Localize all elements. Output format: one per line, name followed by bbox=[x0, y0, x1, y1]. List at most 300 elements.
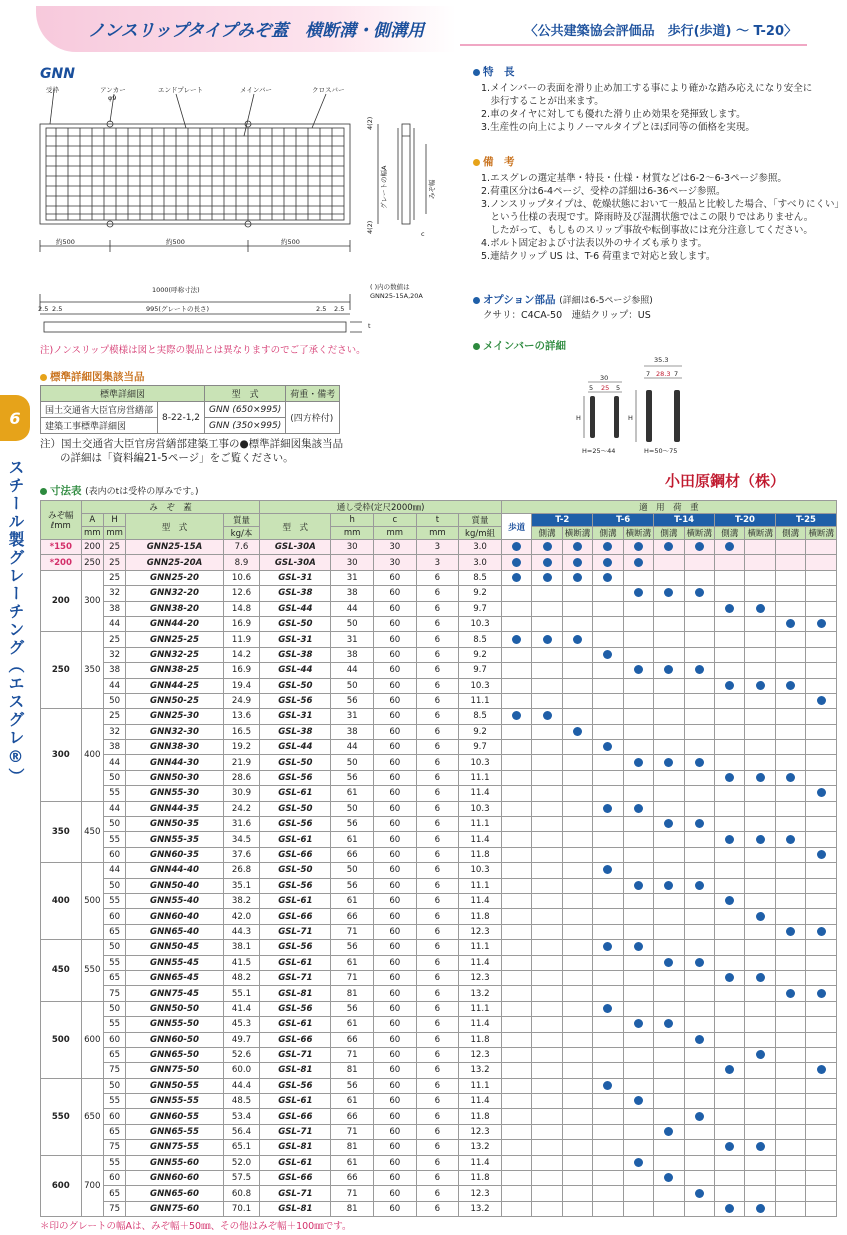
load-cell bbox=[715, 1109, 745, 1124]
table-row bbox=[41, 924, 837, 939]
mb-283: 28.3 bbox=[656, 370, 671, 378]
load-cell bbox=[623, 1001, 653, 1016]
load-cell bbox=[775, 1017, 805, 1032]
load-cell bbox=[684, 986, 714, 1001]
table-cell: 11.4 bbox=[459, 1155, 502, 1170]
load-cell bbox=[501, 1017, 531, 1032]
table-cell: 6 bbox=[416, 693, 459, 708]
load-cell bbox=[532, 1047, 562, 1062]
load-cell bbox=[501, 1171, 531, 1186]
applicable-dot-icon bbox=[634, 881, 643, 890]
load-cell bbox=[562, 970, 592, 985]
load-cell bbox=[562, 909, 592, 924]
load-cell bbox=[562, 755, 592, 770]
load-cell bbox=[745, 940, 775, 955]
table-cell: 6 bbox=[416, 570, 459, 585]
load-cell bbox=[623, 1171, 653, 1186]
load-cell bbox=[593, 693, 623, 708]
load-cell bbox=[623, 847, 653, 862]
applicable-dot-icon bbox=[725, 1142, 734, 1151]
applicable-dot-icon bbox=[512, 635, 521, 644]
mb-5b: 5 bbox=[616, 384, 621, 392]
table-cell: GSL-61 bbox=[260, 893, 331, 908]
table-row bbox=[41, 1140, 837, 1155]
table-cell: 60 bbox=[373, 1171, 416, 1186]
table-cell: 8.9 bbox=[223, 555, 260, 570]
table-cell: 34.5 bbox=[223, 832, 260, 847]
dimension-table: みぞ幅 ℓmm み ぞ 蓋 通し受枠(定尺2000㎜) 適 用 荷 重 A H 型 式 質量 型 式 h c t 質量 歩道 T-2 T-6 T-14 T-20 T-25 mm mm kg/本 mm mm mm kg/m組 側溝 横断溝 側溝 横断溝 側溝 横断溝 側溝 横断溝 側溝 横断溝 *150 200 25 GNN25-15A 7.6 GSL-30A 30 30 3 3.0 *200 250 25 GNN25-20A 8.9 GSL-30A 30 30 3 3.0 200 300 25 GNN25-20 10.6 GSL-31 31 60 6 8.5 32 GNN32-20 12.6 GSL-38 38 60 6 9.2 38 GNN38-20 14.8 GSL-44 44 60 6 9.7 44 GNN44-20 16.9 GSL-50 50 60 6 10.3 250 350 25 GNN25-25 11.9 GSL-31 31 60 6 8.5 32 GNN32-25 14.2 GSL-38 38 60 6 9.2 38 GNN38-25 16.9 GSL-44 44 60 6 9.7 44 GNN44-25 19.4 GSL-50 50 60 6 10.3 50 GNN50-25 24.9 GSL-56 56 60 6 11.1 300 400 25 GNN25-30 13.6 GSL-31 31 60 6 8.5 32 GNN32-30 16.5 GSL-38 38 60 6 9.2 38 GNN38-30 19.2 GSL-44 44 60 6 9.7 44 GNN44-30 21.9 GSL-50 50 60 6 10.3 50 GNN50-30 28.6 GSL-56 56 60 6 11.1 55 GNN55-30 30.9 GSL-61 61 60 6 11.4 350 450 44 GNN44-35 24.2 GSL-50 50 60 6 10.3 50 GNN50-35 31.6 GSL-56 56 60 6 11.1 55 GNN55-35 34.5 GSL-61 61 60 6 11.4 60 GNN60-35 37.6 GSL-66 66 60 6 11.8 400 500 44 GNN44-40 26.8 GSL-50 50 60 6 10.3 50 GNN50-40 35.1 GSL-56 56 60 6 11.1 55 GNN55-40 38.2 GSL-61 61 60 6 11.4 60 GNN60-40 42.0 GSL-66 66 60 6 11.8 65 GNN65-40 44.3 GSL-71 71 60 6 12.3 450 550 50 GNN50-45 38.1 GSL-56 56 60 6 11.1 55 GNN55-45 41.5 GSL-61 61 60 6 11.4 65 GNN65-45 48.2 GSL-71 71 60 6 12.3 75 GNN75-45 55.1 GSL-81 81 60 6 13.2 500 600 50 GNN50-50 41.4 GSL-56 56 60 6 11.1 55 GNN55-50 45.3 GSL-61 61 60 6 11.4 60 GNN60-50 49.7 GSL-66 66 60 6 11.8 65 GNN65-50 52.6 GSL-71 71 60 6 12.3 75 GNN75-50 60.0 GSL-81 81 60 6 13.2 550 650 50 GNN50-55 44.4 GSL-56 56 60 6 11.1 55 GNN55-55 48.5 GSL-61 61 60 6 11.4 60 GNN60-55 53.4 GSL-66 66 60 6 11.8 65 GNN65-55 56.4 GSL-71 71 60 6 12.3 75 GNN75-55 65.1 GSL-81 81 60 6 13.2 600 700 55 GNN55-60 52.0 GSL-61 61 60 6 11.4 60 GNN60-60 57.5 GSL-66 66 60 6 11.8 65 GNN65-60 60.8 GSL-71 71 60 6 12.3 75 GNN75-60 70.1 GSL-81 81 60 6 13.2 bbox=[40, 500, 837, 1217]
load-cell bbox=[654, 847, 684, 862]
load-cell bbox=[806, 663, 837, 678]
load-cell bbox=[623, 1032, 653, 1047]
load-cell bbox=[684, 755, 714, 770]
load-cell bbox=[684, 940, 714, 955]
dl-42b: 4(2) bbox=[366, 220, 374, 234]
load-cell bbox=[715, 832, 745, 847]
table-cell: 65 bbox=[103, 1186, 125, 1201]
load-cell bbox=[684, 586, 714, 601]
load-cell bbox=[501, 555, 531, 570]
table-cell: GSL-66 bbox=[260, 847, 331, 862]
load-cell bbox=[654, 724, 684, 739]
load-cell bbox=[806, 693, 837, 708]
applicable-dot-icon bbox=[664, 958, 673, 967]
load-cell bbox=[623, 863, 653, 878]
load-cell bbox=[806, 1017, 837, 1032]
applicable-dot-icon bbox=[543, 542, 552, 551]
table-cell: 26.8 bbox=[223, 863, 260, 878]
table-cell: 55 bbox=[103, 786, 125, 801]
load-cell bbox=[532, 955, 562, 970]
applicable-dot-icon bbox=[725, 973, 734, 982]
load-cell bbox=[501, 1094, 531, 1109]
dims-title: 寸法表 (表内のtは受枠の厚みです。) bbox=[40, 483, 199, 498]
load-cell bbox=[775, 693, 805, 708]
load-cell bbox=[745, 878, 775, 893]
table-cell: 6 bbox=[416, 1094, 459, 1109]
grating-drawing bbox=[36, 84, 436, 344]
load-cell bbox=[684, 801, 714, 816]
load-cell bbox=[806, 801, 837, 816]
table-cell: GNN50-25 bbox=[126, 693, 223, 708]
applicable-dot-icon bbox=[756, 773, 765, 782]
load-cell bbox=[593, 924, 623, 939]
load-cell bbox=[654, 770, 684, 785]
load-cell bbox=[562, 817, 592, 832]
applicable-dot-icon bbox=[756, 835, 765, 844]
load-cell bbox=[532, 1201, 562, 1216]
load-cell bbox=[775, 847, 805, 862]
table-cell: 44 bbox=[103, 678, 125, 693]
standard-table: 標準詳細図 型 式 荷重・備考 国土交通省大臣官房営繕部 8-22-1,2 GNN (650×995) (四方枠付) 建築工事標準詳細図 GNN (350×995) bbox=[40, 385, 340, 434]
table-cell: 6 bbox=[416, 847, 459, 862]
table-row bbox=[41, 601, 837, 616]
table-cell: 10.3 bbox=[459, 755, 502, 770]
table-row bbox=[41, 1186, 837, 1201]
load-cell bbox=[684, 970, 714, 985]
table-row bbox=[41, 1032, 837, 1047]
table-cell: 60 bbox=[373, 832, 416, 847]
table-cell: 30 bbox=[373, 555, 416, 570]
table-cell: 10.6 bbox=[223, 570, 260, 585]
bullet-icon bbox=[473, 69, 480, 76]
load-cell bbox=[654, 1063, 684, 1078]
table-cell: GSL-81 bbox=[260, 1140, 331, 1155]
table-cell: GNN75-50 bbox=[126, 1063, 223, 1078]
load-cell bbox=[593, 1032, 623, 1047]
load-cell bbox=[806, 1171, 837, 1186]
table-row bbox=[41, 693, 837, 708]
load-cell bbox=[532, 847, 562, 862]
load-cell bbox=[593, 786, 623, 801]
table-cell: 9.2 bbox=[459, 724, 502, 739]
applicable-dot-icon bbox=[725, 773, 734, 782]
load-cell bbox=[715, 570, 745, 585]
table-cell: 350 bbox=[41, 801, 82, 863]
load-cell bbox=[806, 540, 837, 555]
load-cell bbox=[654, 1124, 684, 1139]
load-cell bbox=[684, 616, 714, 631]
table-cell: 6 bbox=[416, 1140, 459, 1155]
table-cell: 6 bbox=[416, 740, 459, 755]
load-cell bbox=[532, 586, 562, 601]
load-cell bbox=[806, 1078, 837, 1093]
load-cell bbox=[715, 940, 745, 955]
load-cell bbox=[654, 817, 684, 832]
dl-anchor: アンカー bbox=[100, 86, 126, 94]
load-cell bbox=[806, 893, 837, 908]
table-cell: GSL-71 bbox=[260, 1047, 331, 1062]
load-cell bbox=[532, 893, 562, 908]
table-cell: 60 bbox=[373, 909, 416, 924]
table-cell: 11.8 bbox=[459, 909, 502, 924]
applicable-dot-icon bbox=[664, 1019, 673, 1028]
dl-42a: 4(2) bbox=[366, 116, 374, 130]
table-cell: *200 bbox=[41, 555, 82, 570]
table-cell: GSL-30A bbox=[260, 555, 331, 570]
applicable-dot-icon bbox=[664, 881, 673, 890]
table-cell: 61 bbox=[331, 1155, 374, 1170]
table-row bbox=[41, 1094, 837, 1109]
load-cell bbox=[806, 832, 837, 847]
dl-500c: 約500 bbox=[281, 238, 300, 246]
table-cell: GNN75-45 bbox=[126, 986, 223, 1001]
load-cell bbox=[775, 970, 805, 985]
th-load: 適 用 荷 重 bbox=[501, 501, 836, 514]
table-cell: 60 bbox=[373, 1201, 416, 1216]
load-cell bbox=[562, 724, 592, 739]
load-cell bbox=[654, 786, 684, 801]
table-cell: 25 bbox=[103, 632, 125, 647]
load-cell bbox=[593, 909, 623, 924]
load-cell bbox=[715, 847, 745, 862]
table-cell: 55 bbox=[103, 1017, 125, 1032]
load-cell bbox=[593, 1047, 623, 1062]
load-cell bbox=[562, 1063, 592, 1078]
load-cell bbox=[562, 1171, 592, 1186]
table-cell: GNN38-20 bbox=[126, 601, 223, 616]
mb-7a: 7 bbox=[646, 370, 651, 378]
load-cell bbox=[806, 555, 837, 570]
load-cell bbox=[562, 1155, 592, 1170]
table-cell: 60 bbox=[373, 693, 416, 708]
table-cell: 6 bbox=[416, 647, 459, 662]
load-cell bbox=[532, 924, 562, 939]
load-cell bbox=[501, 724, 531, 739]
table-cell: GNN55-50 bbox=[126, 1017, 223, 1032]
load-cell bbox=[654, 1001, 684, 1016]
load-cell bbox=[745, 1032, 775, 1047]
table-cell: GNN55-35 bbox=[126, 832, 223, 847]
load-cell bbox=[715, 801, 745, 816]
load-cell bbox=[775, 601, 805, 616]
table-cell: 37.6 bbox=[223, 847, 260, 862]
applicable-dot-icon bbox=[573, 727, 582, 736]
load-cell bbox=[532, 555, 562, 570]
table-cell: 6 bbox=[416, 632, 459, 647]
load-cell bbox=[654, 1155, 684, 1170]
table-cell: 19.4 bbox=[223, 678, 260, 693]
load-cell bbox=[501, 1155, 531, 1170]
load-cell bbox=[684, 632, 714, 647]
applicable-dot-icon bbox=[756, 973, 765, 982]
table-cell: GNN32-20 bbox=[126, 586, 223, 601]
load-cell bbox=[654, 1140, 684, 1155]
table-cell: 8.5 bbox=[459, 570, 502, 585]
remark-1: 1.エスグレの選定基準・特長・仕様・材質などは6-2～6-3ページ参照。 bbox=[481, 173, 787, 184]
load-cell bbox=[532, 1094, 562, 1109]
load-cell bbox=[623, 801, 653, 816]
load-cell bbox=[715, 924, 745, 939]
table-cell: GSL-50 bbox=[260, 678, 331, 693]
table-row bbox=[41, 863, 837, 878]
table-cell: 60 bbox=[373, 1001, 416, 1016]
load-cell bbox=[684, 847, 714, 862]
load-cell bbox=[623, 893, 653, 908]
table-cell: 6 bbox=[416, 909, 459, 924]
table-cell: 60 bbox=[373, 970, 416, 985]
bullet-icon bbox=[40, 488, 47, 495]
load-cell bbox=[562, 586, 592, 601]
load-cell bbox=[501, 878, 531, 893]
load-cell bbox=[775, 1078, 805, 1093]
load-cell bbox=[715, 1032, 745, 1047]
table-cell: 6 bbox=[416, 1186, 459, 1201]
load-cell bbox=[623, 924, 653, 939]
table-cell: 8.5 bbox=[459, 709, 502, 724]
load-cell bbox=[745, 632, 775, 647]
load-cell bbox=[623, 555, 653, 570]
table-cell: 6 bbox=[416, 970, 459, 985]
load-cell bbox=[501, 832, 531, 847]
load-cell bbox=[715, 909, 745, 924]
table-cell: GSL-56 bbox=[260, 1078, 331, 1093]
table-cell: 6 bbox=[416, 616, 459, 631]
load-cell bbox=[562, 1001, 592, 1016]
load-cell bbox=[501, 1186, 531, 1201]
load-cell bbox=[593, 1094, 623, 1109]
load-cell bbox=[684, 1109, 714, 1124]
table-cell: 60 bbox=[373, 986, 416, 1001]
load-cell bbox=[623, 1078, 653, 1093]
load-cell bbox=[532, 1017, 562, 1032]
load-cell bbox=[775, 878, 805, 893]
table-cell: 16.9 bbox=[223, 616, 260, 631]
load-cell bbox=[745, 663, 775, 678]
table-cell: 50 bbox=[331, 678, 374, 693]
load-cell bbox=[593, 1186, 623, 1201]
load-cell bbox=[562, 863, 592, 878]
applicable-dot-icon bbox=[543, 635, 552, 644]
load-cell bbox=[684, 1047, 714, 1062]
load-cell bbox=[684, 909, 714, 924]
load-cell bbox=[745, 586, 775, 601]
table-cell: GNN55-45 bbox=[126, 955, 223, 970]
load-cell bbox=[532, 570, 562, 585]
bullet-icon bbox=[473, 297, 480, 304]
table-row bbox=[41, 909, 837, 924]
load-cell bbox=[501, 1140, 531, 1155]
load-cell bbox=[562, 1109, 592, 1124]
table-cell: 38 bbox=[103, 601, 125, 616]
table-cell: 60 bbox=[373, 1186, 416, 1201]
table-cell: 400 bbox=[81, 709, 103, 801]
load-cell bbox=[806, 817, 837, 832]
load-cell bbox=[684, 663, 714, 678]
load-cell bbox=[806, 755, 837, 770]
applicable-dot-icon bbox=[725, 542, 734, 551]
table-cell: 50 bbox=[103, 1001, 125, 1016]
load-cell bbox=[562, 1201, 592, 1216]
load-cell bbox=[715, 1078, 745, 1093]
load-cell bbox=[654, 540, 684, 555]
table-cell: 75 bbox=[103, 1063, 125, 1078]
table-cell: GNN38-30 bbox=[126, 740, 223, 755]
table-cell: 44 bbox=[103, 616, 125, 631]
applicable-dot-icon bbox=[786, 619, 795, 628]
table-cell: 81 bbox=[331, 1063, 374, 1078]
load-cell bbox=[623, 832, 653, 847]
load-cell bbox=[775, 663, 805, 678]
dl-crossbar: クロスバー bbox=[312, 86, 345, 94]
load-cell bbox=[654, 616, 684, 631]
applicable-dot-icon bbox=[603, 742, 612, 751]
load-cell bbox=[775, 1047, 805, 1062]
table-cell: 300 bbox=[41, 709, 82, 801]
load-cell bbox=[775, 786, 805, 801]
table-cell: 71 bbox=[331, 970, 374, 985]
table-cell: GNN25-20 bbox=[126, 570, 223, 585]
applicable-dot-icon bbox=[786, 773, 795, 782]
applicable-dot-icon bbox=[786, 835, 795, 844]
chapter-label: スチール製グレーチング（エスグレ®） bbox=[6, 459, 25, 786]
load-cell bbox=[562, 540, 592, 555]
table-cell: GSL-66 bbox=[260, 909, 331, 924]
load-cell bbox=[715, 1186, 745, 1201]
table-cell: GSL-50 bbox=[260, 801, 331, 816]
table-row bbox=[41, 1078, 837, 1093]
applicable-dot-icon bbox=[725, 604, 734, 613]
load-cell bbox=[715, 647, 745, 662]
applicable-dot-icon bbox=[664, 665, 673, 674]
table-cell: 75 bbox=[103, 1140, 125, 1155]
load-cell bbox=[745, 1047, 775, 1062]
table-cell: GNN38-25 bbox=[126, 663, 223, 678]
load-cell bbox=[684, 709, 714, 724]
table-cell: 50 bbox=[103, 770, 125, 785]
mainbar-section bbox=[473, 338, 566, 353]
load-cell bbox=[775, 1155, 805, 1170]
load-cell bbox=[501, 1124, 531, 1139]
load-cell bbox=[623, 1094, 653, 1109]
load-cell bbox=[775, 616, 805, 631]
table-cell: 38 bbox=[103, 663, 125, 678]
load-cell bbox=[593, 1155, 623, 1170]
dl-25a: 2.5 bbox=[38, 305, 49, 313]
table-cell: 11.1 bbox=[459, 770, 502, 785]
load-cell bbox=[745, 786, 775, 801]
load-cell bbox=[501, 817, 531, 832]
table-cell: 56 bbox=[331, 940, 374, 955]
load-cell bbox=[745, 601, 775, 616]
load-cell bbox=[775, 555, 805, 570]
load-cell bbox=[593, 1001, 623, 1016]
table-cell: 13.2 bbox=[459, 1201, 502, 1216]
table-cell: GSL-61 bbox=[260, 1017, 331, 1032]
load-cell bbox=[715, 1063, 745, 1078]
table-cell: 500 bbox=[81, 863, 103, 940]
load-cell bbox=[745, 1017, 775, 1032]
load-cell bbox=[806, 678, 837, 693]
load-cell bbox=[623, 632, 653, 647]
applicable-dot-icon bbox=[664, 1127, 673, 1136]
load-cell bbox=[623, 940, 653, 955]
load-cell bbox=[745, 1155, 775, 1170]
table-row bbox=[41, 801, 837, 816]
applicable-dot-icon bbox=[756, 681, 765, 690]
load-cell bbox=[501, 893, 531, 908]
load-cell bbox=[532, 709, 562, 724]
features-title: 特 長 bbox=[473, 64, 812, 79]
load-cell bbox=[623, 570, 653, 585]
load-cell bbox=[684, 770, 714, 785]
table-row bbox=[41, 955, 837, 970]
table-cell: 25 bbox=[103, 570, 125, 585]
table-row bbox=[41, 724, 837, 739]
table-cell: GSL-56 bbox=[260, 817, 331, 832]
load-cell bbox=[684, 647, 714, 662]
table-cell: 60 bbox=[373, 616, 416, 631]
load-cell bbox=[745, 570, 775, 585]
load-cell bbox=[562, 832, 592, 847]
load-cell bbox=[715, 693, 745, 708]
mb-range1: H=25～44 bbox=[582, 447, 616, 455]
model-name: GNN bbox=[40, 66, 75, 82]
table-cell: GSL-38 bbox=[260, 724, 331, 739]
table-cell: 65.1 bbox=[223, 1140, 260, 1155]
load-cell bbox=[623, 678, 653, 693]
table-cell: 50 bbox=[103, 940, 125, 955]
load-cell bbox=[562, 1186, 592, 1201]
table-cell: 55 bbox=[103, 832, 125, 847]
standard-note: 注）国土交通省大臣官房営繕部建築工事の●標準詳細図集該当品 の詳細は「資料編21-5ページ」をご覧ください。 bbox=[40, 438, 344, 464]
load-cell bbox=[532, 1155, 562, 1170]
load-cell bbox=[501, 663, 531, 678]
load-cell bbox=[501, 647, 531, 662]
table-row bbox=[41, 1017, 837, 1032]
table-cell: 60 bbox=[373, 724, 416, 739]
table-cell: 6 bbox=[416, 755, 459, 770]
